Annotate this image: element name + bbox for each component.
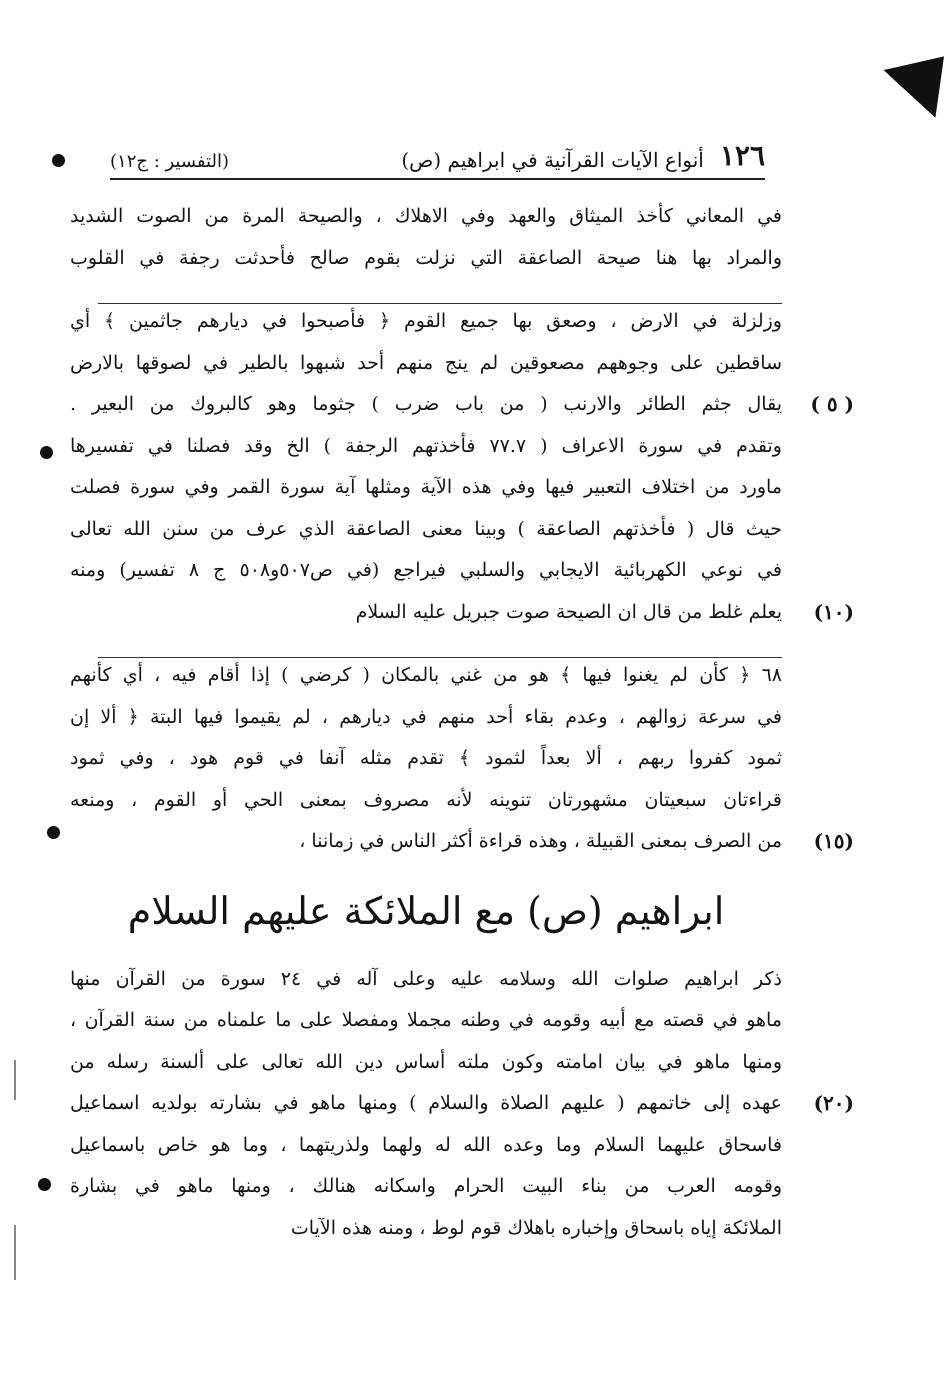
text-line: ماهو في قصته مع أبيه وقومه في وطنه مجملا ومفصلا على ما علمناه من سنة القرآن ، [70, 1009, 782, 1031]
punch-hole [38, 1178, 51, 1191]
text-line: ذكر ابراهيم صلوات الله وسلامه عليه وعلى آله في ٢٤ سورة من القرآن منها [70, 967, 782, 990]
text-line: وزلزلة في الارض ، وصعق بها جميع القوم ﴿ فأصبحوا في ديارهم جاثمين ﴾ أي [70, 301, 782, 343]
page-number: ١٢٦ [719, 139, 765, 172]
text-line: حيث قال ( فأخذتهم الصاعقة ) وبينا معنى الصاعقة الذي عرف من سنن الله تعالى [70, 517, 782, 540]
margin-line-number: (١٠) [813, 599, 854, 624]
text-line: من الصرف بمعنى القبيلة ، وهذه قراءة أكثر الناس في زماننا ، (١٥) [70, 821, 782, 863]
scan-corner-mark [878, 48, 944, 117]
punch-hole [52, 154, 65, 167]
text-line: وقومه العرب من بناء البيت الحرام واسكانه هنالك ، ومنها ماهو في بشارة [70, 1175, 782, 1197]
margin-line-number: ( ٥ ) [810, 392, 854, 416]
text-line: ساقطين على وجوههم مصعوقين لم ينج منهم أحد شبهوا بالطير في لصوقها بالارض [70, 351, 782, 374]
scan-edge-line [14, 1060, 16, 1100]
text-line: قراءتان سبعيتان مشهورتان تنوينه لأنه مصروف بمعنى الحي أو القوم ، ومنعه [70, 788, 782, 811]
margin-line-number: (٢٠) [813, 1091, 854, 1115]
punch-hole [40, 446, 53, 459]
text-line: ماورد من اختلاف التعبير فيها وفي هذه الآية ومثلها آية سورة القمر وفي سورة فصلت [70, 476, 782, 498]
series-label: (التفسير : ج١٢) [110, 151, 229, 172]
section-title: ابراهيم (ص) مع الملائكة عليهم السلام [127, 888, 725, 933]
text-line: في سرعة زوالهم ، وعدم بقاء أحد منهم في ديارهم ، لم يقيموا فيها البتة ﴿ ألا إن [70, 705, 782, 728]
text-line: ثمود كفروا ربهم ، ألا بعداً لثمود ﴾ تقدم مثله آنفا في قوم هود ، وفي ثمود [70, 747, 782, 769]
page-body [70, 196, 854, 1249]
text-line: فاسحاق عليهما السلام وما وعده الله له ولهما ولذريتهما ، وما هو خاص باسماعيل [70, 1133, 782, 1156]
margin-line-number: (١٥) [813, 829, 854, 853]
text-line: ٦٨ ﴿ كأن لم يغنوا فيها ﴾ هو من غني بالمكان ( كرضي ) إذا أقام فيه ، أي كأنهم [70, 655, 782, 697]
text-line: في المعاني كأخذ الميثاق والعهد وفي الاهلاك ، والصيحة المرة من الصوت الشديد [70, 205, 782, 227]
text-line: عهده إلى خاتمهم ( عليهم الصلاة والسلام ) ومنها ماهو في بشارته بولديه اسماعيل (٢٠) [70, 1083, 782, 1125]
text-line: والمراد بها هنا صيحة الصاعقة التي نزلت بقوم صالح فأحدثت رجفة في القلوب [70, 246, 782, 269]
page-header [110, 128, 765, 180]
text-line: وتقدم في سورة الاعراف ( ٧٧.٧ فأخذتهم الرجفة ) الخ وقد فصلنا في تفسيرها [70, 434, 782, 457]
text-line: ومنها ماهو في بيان امامته وكون ملته أساس دين الله تعالى على ألسنة رسله من [70, 1050, 782, 1073]
text-line: الملائكة إياه باسحاق وإخباره باهلاك قوم لوط ، ومنه هذه الآيات [290, 1216, 782, 1239]
running-title: أنواع الآيات القرآنية في ابراهيم (ص) [401, 148, 704, 172]
text-line: في نوعي الكهربائية الايجابي والسلبي فيراجع (في ص٥٠٧و٥٠٨ ج ٨ تفسير) ومنه [70, 559, 782, 581]
scan-edge-line [14, 1225, 16, 1280]
punch-hole [47, 826, 60, 839]
text-line: يقال جثم الطائر والارنب ( من باب ضرب ) جثوما وهو كالبروك من البعير . ( ٥ ) [70, 384, 782, 426]
text-line: يعلم غلط من قال ان الصيحة صوت جبريل عليه السلام (١٠) [70, 592, 782, 634]
